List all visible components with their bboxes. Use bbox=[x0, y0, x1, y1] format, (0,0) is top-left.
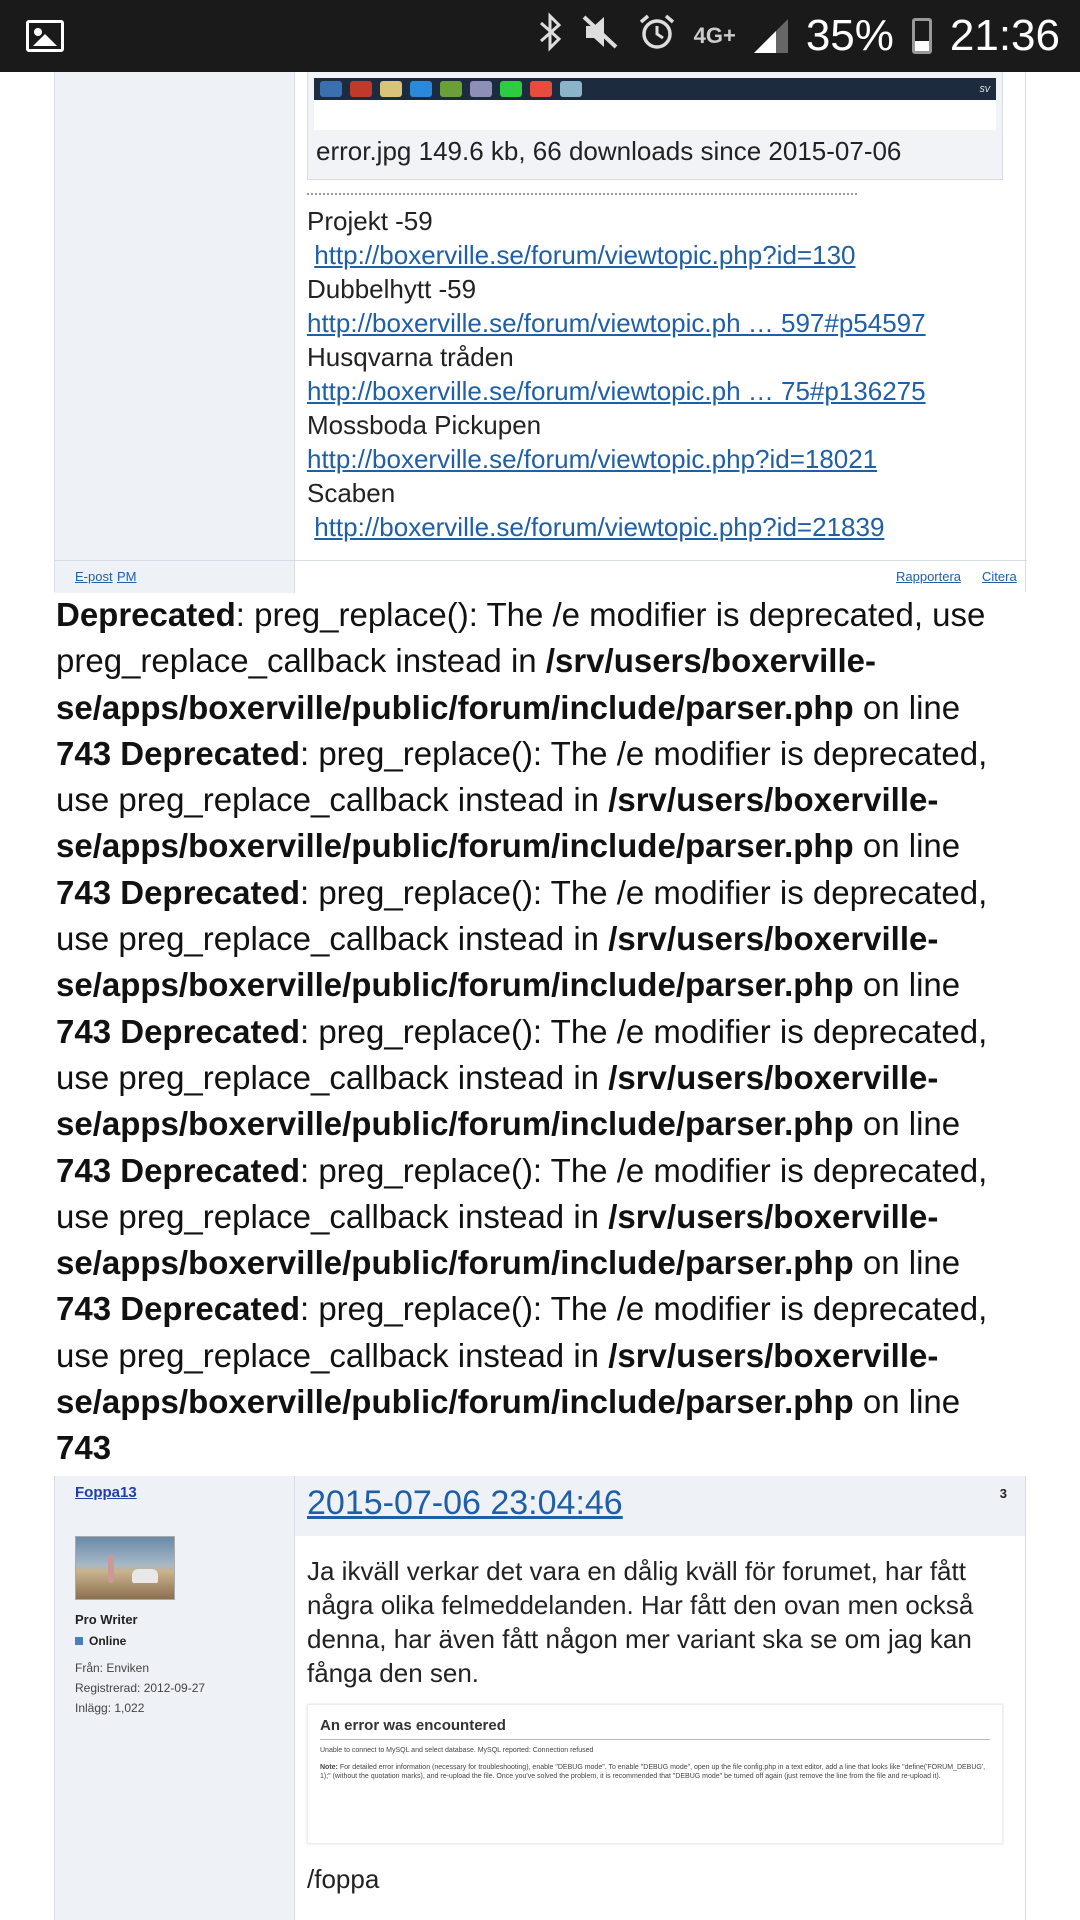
alarm-icon bbox=[638, 13, 676, 60]
signature-label: Projekt -59 bbox=[307, 206, 433, 236]
battery-icon bbox=[912, 18, 932, 54]
user-post-count: Inlägg: 1,022 bbox=[75, 1701, 145, 1715]
signature-label: Scaben bbox=[307, 478, 396, 508]
post-content-column bbox=[295, 1476, 1025, 1920]
warning-line-number: 743 bbox=[56, 1290, 112, 1328]
warning-line-number: 743 bbox=[56, 873, 112, 911]
attachment-caption: error.jpg 149.6 kb, 66 downloads since 2015-07-06 bbox=[316, 136, 902, 166]
gallery-icon bbox=[26, 20, 64, 52]
status-icons bbox=[538, 0, 1060, 72]
warning-message: : preg_replace(): The /e modifier is deprecated, use preg_replace_callback instead in bbox=[56, 596, 986, 680]
warning-message: : preg_replace(): The /e modifier is deprecated, use preg_replace_callback instead in bbox=[56, 1290, 988, 1374]
post-content-column bbox=[295, 72, 1025, 592]
user-status bbox=[75, 1634, 126, 1648]
signature-divider bbox=[307, 193, 857, 195]
warning-label: Deprecated bbox=[120, 734, 300, 772]
signature-link[interactable]: http://boxerville.se/forum/viewtopic.ph … 597#p54597 bbox=[307, 308, 926, 338]
post-footer bbox=[55, 560, 1027, 592]
warning-message: : preg_replace(): The /e modifier is deprecated, use preg_replace_callback instead in bbox=[56, 1151, 988, 1235]
warning-message: : preg_replace(): The /e modifier is deprecated, use preg_replace_callback instead in bbox=[56, 1012, 988, 1096]
status-text: Online bbox=[89, 1634, 127, 1648]
avatar bbox=[75, 1536, 175, 1600]
battery-fill bbox=[915, 41, 929, 52]
post-author-column bbox=[55, 1476, 295, 1920]
warning-on-line: on line bbox=[853, 688, 961, 726]
post-signoff: /foppa bbox=[307, 1864, 380, 1894]
user-location: Från: Enviken bbox=[75, 1661, 150, 1675]
post-number: 3 bbox=[999, 1486, 1007, 1501]
signature-link[interactable]: http://boxerville.se/forum/viewtopic.php?id=130 bbox=[314, 240, 856, 270]
warning-path: /srv/users/boxerville-se/apps/boxerville/public/forum/include/parser.php bbox=[56, 920, 939, 1004]
username-link[interactable]: Foppa13 bbox=[75, 1484, 137, 1501]
pm-link[interactable]: PM bbox=[117, 569, 137, 584]
forum-page[interactable] bbox=[0, 72, 1080, 1920]
post-permalink[interactable]: 2015-07-06 23:04:46 bbox=[307, 1484, 623, 1522]
warning-label: Deprecated bbox=[56, 596, 236, 633]
online-status-icon bbox=[75, 1637, 83, 1645]
network-icon: 4G+ bbox=[693, 23, 736, 48]
user-info bbox=[75, 1658, 205, 1718]
warning-line-number: 743 bbox=[56, 1012, 112, 1050]
mute-icon bbox=[582, 13, 620, 60]
warning-on-line: on line bbox=[853, 827, 961, 865]
battery-percent: 35% bbox=[805, 11, 894, 60]
taskbar-tray-text: SV bbox=[979, 84, 990, 94]
post-body: Ja ikväll verkar det vara en dålig kväll för forumet, har fått några olika felmeddelanden. Har fått den ovan men också denna, har även fått någon mer variant ska se om jag kan fånga den sen. bbox=[307, 1556, 974, 1688]
error-title: An error was encountered bbox=[320, 1717, 506, 1734]
warning-path: /srv/users/boxerville-se/apps/boxerville/public/forum/include/parser.php bbox=[56, 642, 876, 726]
forum-post bbox=[54, 72, 1026, 592]
forum-post bbox=[54, 1476, 1026, 1920]
signature-link[interactable]: http://boxerville.se/forum/viewtopic.php?id=18021 bbox=[307, 444, 878, 474]
warning-on-line: on line bbox=[853, 1244, 961, 1282]
signature-label: Dubbelhytt -59 bbox=[307, 274, 477, 304]
attachment-box bbox=[307, 72, 1003, 180]
error-note: Note: For detailed error information (necessary for troubleshooting), enable "DEBUG mode". To enable "DEBUG mode", open up the file config.php in a text editor, add a line that looks like "define('FORUM_DEBUG', 1);" (without the quotation marks), and re-upload the file. Once you've solved the problem, it is recommended that "DEBUG mode" be turned off again (just remove the line from the file and re-upload it). bbox=[320, 1764, 986, 1780]
signature-label: Mossboda Pickupen bbox=[307, 410, 542, 440]
error-message: Unable to connect to MySQL and select database. MySQL reported: Connection refused bbox=[320, 1747, 594, 1754]
report-link[interactable]: Rapportera bbox=[896, 569, 962, 584]
error-screenshot-image[interactable] bbox=[307, 1704, 1003, 1844]
warning-path: /srv/users/boxerville-se/apps/boxerville/public/forum/include/parser.php bbox=[56, 1197, 939, 1282]
signature-link[interactable]: http://boxerville.se/forum/viewtopic.php?id=21839 bbox=[314, 512, 885, 542]
warning-on-line: on line bbox=[853, 1383, 961, 1421]
warning-on-line: on line bbox=[853, 1105, 961, 1143]
attachment-image[interactable] bbox=[314, 78, 996, 100]
signature-label: Husqvarna tråden bbox=[307, 342, 514, 372]
warning-line-number: 743 bbox=[56, 734, 112, 772]
warning-on-line: on line bbox=[853, 966, 961, 1004]
user-title: Pro Writer bbox=[75, 1612, 138, 1627]
warning-line-number: 743 bbox=[56, 1151, 112, 1189]
warning-label: Deprecated bbox=[120, 1290, 300, 1328]
warning-label: Deprecated bbox=[120, 1151, 300, 1189]
warning-line-number: 743 bbox=[56, 1429, 112, 1467]
warning-label: Deprecated bbox=[120, 873, 300, 911]
bluetooth-icon bbox=[538, 12, 564, 61]
warning-path: /srv/users/boxerville-se/apps/boxerville/public/forum/include/parser.php bbox=[56, 781, 939, 865]
warning-path: /srv/users/boxerville-se/apps/boxerville/public/forum/include/parser.php bbox=[56, 1336, 939, 1421]
warning-message: : preg_replace(): The /e modifier is deprecated, use preg_replace_callback instead in bbox=[56, 873, 988, 958]
email-link[interactable]: E-post bbox=[75, 569, 113, 584]
signal-icon bbox=[754, 19, 788, 53]
status-bar bbox=[0, 0, 1080, 72]
php-warnings bbox=[54, 592, 1026, 1476]
clock: 21:36 bbox=[949, 11, 1060, 60]
user-registered: Registrerad: 2012-09-27 bbox=[75, 1681, 206, 1695]
signature bbox=[307, 204, 1007, 544]
warning-path: /srv/users/boxerville-se/apps/boxerville/public/forum/include/parser.php bbox=[56, 1058, 939, 1143]
warning-label: Deprecated bbox=[120, 1012, 300, 1050]
post-header bbox=[295, 1476, 1025, 1536]
warning-message: : preg_replace(): The /e modifier is deprecated, use preg_replace_callback instead in bbox=[56, 734, 988, 819]
quote-link[interactable]: Citera bbox=[982, 569, 1017, 584]
post-author-column bbox=[55, 72, 295, 592]
signature-link[interactable]: http://boxerville.se/forum/viewtopic.ph … 75#p136275 bbox=[307, 376, 926, 406]
